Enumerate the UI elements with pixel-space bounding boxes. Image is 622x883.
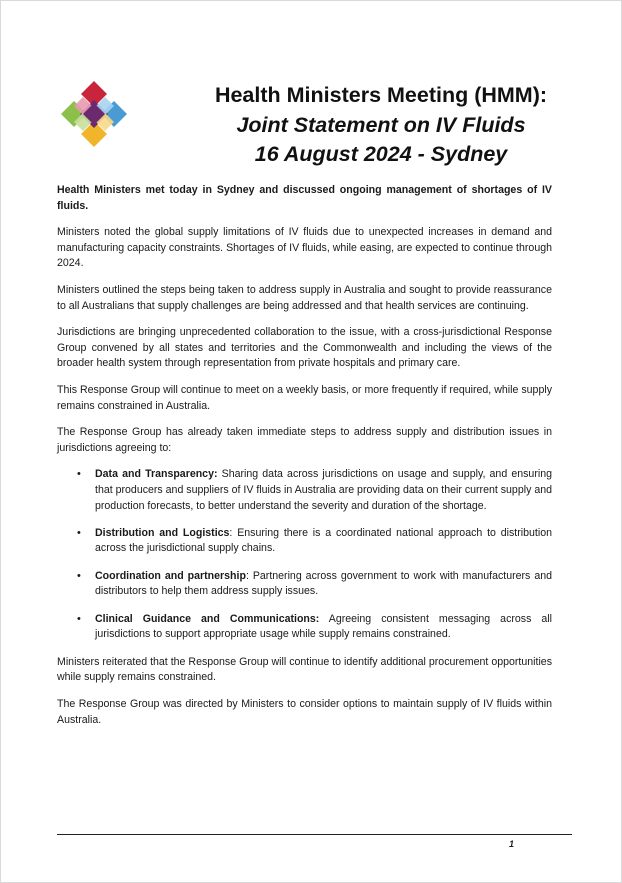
paragraph-7: The Response Group was directed by Ministers to consider options to maintain supply of IV fluids within Australia.: [57, 698, 552, 726]
list-item: [57, 526, 552, 557]
page-number: 1: [509, 839, 515, 849]
paragraph-6: Ministers reiterated that the Response Group will continue to identify additional procurement opportunities while supply remains constrained.: [57, 655, 552, 684]
list-item: [57, 467, 552, 514]
bullet-icon: •: [77, 612, 81, 625]
list-item: [57, 612, 552, 643]
bullet-text: Sharing data across jurisdictions on usage and supply, and ensuring that producers and suppliers of IV fluids in Australia are providing data on their current supply and production forecasts, to better understand the severity and duration of the shortage.: [95, 468, 552, 512]
bullet-heading: Coordination and partnership: [95, 569, 246, 582]
paragraph-3: Jurisdictions are bringing unprecedented collaboration to the issue, with a cross-jurisdictional Response Group convened by all states and territories and the Commonwealth and including the views of the broader health system through representation from private hospitals and primary care.: [57, 326, 552, 370]
title-line-1: Health Ministers Meeting (HMM):: [214, 83, 548, 107]
bullet-icon: •: [77, 526, 81, 539]
title-line-3: 16 August 2024 - Sydney: [254, 142, 508, 166]
steps-list: [57, 467, 552, 643]
bullet-text: : Partnering across government to work with manufacturers and distributors to help them address supply issues.: [95, 569, 552, 598]
footer-divider: [57, 834, 572, 835]
list-item: [57, 569, 552, 600]
bullet-text: Agreeing consistent messaging across all jurisdictions to support appropriate usage while supply remains constrained.: [95, 612, 552, 641]
paragraph-4: This Response Group will continue to meet on a weekly basis, or more frequently if required, while supply remains constrained in Australia.: [57, 383, 552, 412]
statement-body: [57, 183, 552, 739]
bullet-heading: Distribution and Logistics: [95, 526, 230, 539]
paragraph-2: Ministers outlined the steps being taken to address supply in Australia and sought to provide reassurance to all Australians that supply challenges are being addressed and that health services are continuing.: [57, 283, 552, 312]
hmm-logo: [61, 81, 127, 147]
title-block: [151, 81, 611, 170]
title-line-2: Joint Statement on IV Fluids: [236, 112, 526, 137]
bullet-heading: Clinical Guidance and Communications:: [95, 612, 320, 625]
bullet-icon: •: [77, 569, 81, 582]
paragraph-5: The Response Group has already taken immediate steps to address supply and distribution issues in jurisdictions agreeing to:: [57, 426, 552, 454]
bullet-icon: •: [77, 468, 81, 481]
paragraph-1: Ministers noted the global supply limitations of IV fluids due to unexpected increases in demand and manufacturing capacity constraints. Shortages of IV fluids, while easing, are expected to continue through 2024.: [57, 226, 552, 270]
bullet-text: : Ensuring there is a coordinated national approach to distribution across the jurisdictional supply chains.: [95, 526, 552, 555]
lead-paragraph: Health Ministers met today in Sydney and discussed ongoing management of shortages of IV fluids.: [57, 184, 552, 212]
bullet-heading: Data and Transparency:: [95, 468, 218, 481]
